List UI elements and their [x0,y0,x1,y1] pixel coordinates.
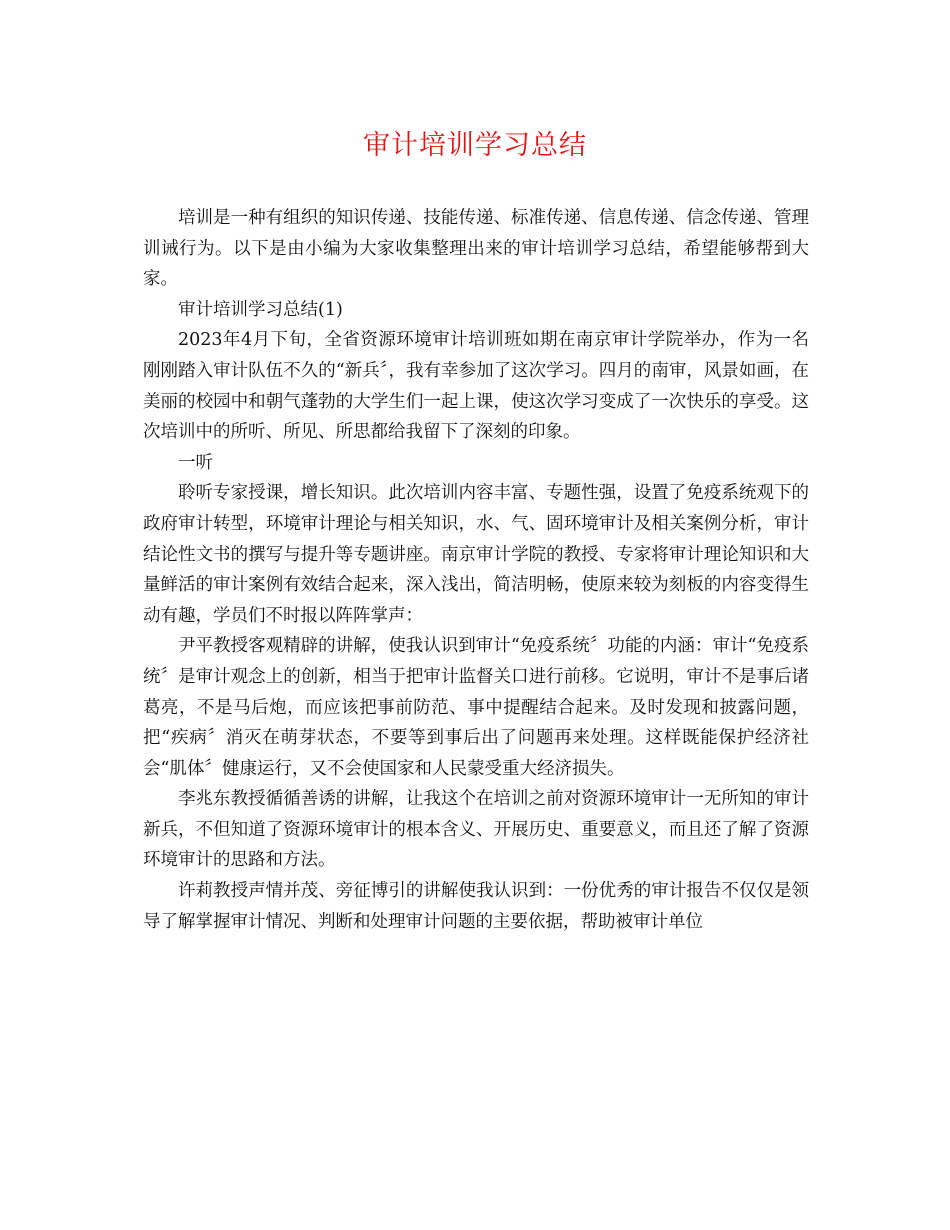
paragraph-li-zhaodong: 李兆东教授循循善诱的讲解，让我这个在培训之前对资源环境审计一无所知的审计新兵，不但知道了资源环境审计的根本含义、开展历史、重要意义，而且还了解了资源环境审计的思路和方法。 [143,789,809,871]
paragraph-subheading-listen: 一听 [178,452,213,473]
document-title: 审计培训学习总结 [363,130,587,161]
paragraph-lectures: 聆听专家授课，增长知识。此次培训内容丰富、专题性强，设置了免疫系统观下的政府审计转型，环境审计理论与相关知识，水、气、固环境审计及相关案例分析，审计结论性文书的撰写与提升等专题讲座。南京审计学院的教授、专家将审计理论知识和大量鲜活的审计案例有效结合起来，深入浅出，简洁明畅，使原来较为刻板的内容变得生动有趣，学员们不时报以阵阵掌声： [143,483,809,626]
paragraph-yin-ping: 尹平教授客观精辟的讲解，使我认识到审计“免疫系统〞功能的内涵：审计“免疫系统〞是审计观念上的创新，相当于把审计监督关口进行前移。它说明，审计不是事后诸葛亮，不是马后炮，而应该把事前防范、事中提醒结合起来。及时发现和披露问题，把“疾病〞消灭在萌芽状态，不要等到事后出了问题再来处理。这样既能保护经济社会“肌体〞健康运行，又不会使国家和人民蒙受重大经济损失。 [143,636,809,779]
paragraph-section-heading: 审计培训学习总结(1) [178,299,343,320]
paragraph-background: 2023年4月下旬，全省资源环境审计培训班如期在南京审计学院举办，作为一名刚刚踏入审计队伍不久的“新兵〞，我有幸参加了这次学习。四月的南审，风景如画，在美丽的校园中和朝气蓬勃的大学生们一起上课，使这次学习变成了一次快乐的享受。这次培训中的所听、所见、所思都给我留下了深刻的印象。 [143,330,809,443]
document-body [143,203,809,937]
paragraph-intro: 培训是一种有组织的知识传递、技能传递、标准传递、信息传递、信念传递、管理训诫行为。以下是由小编为大家收集整理出来的审计培训学习总结，希望能够帮到大家。 [143,208,809,290]
paragraph-xu-li: 许莉教授声情并茂、旁征博引的讲解使我认识到：一份优秀的审计报告不仅仅是领导了解掌握审计情况、判断和处理审计问题的主要依据，帮助被审计单位 [143,881,809,932]
